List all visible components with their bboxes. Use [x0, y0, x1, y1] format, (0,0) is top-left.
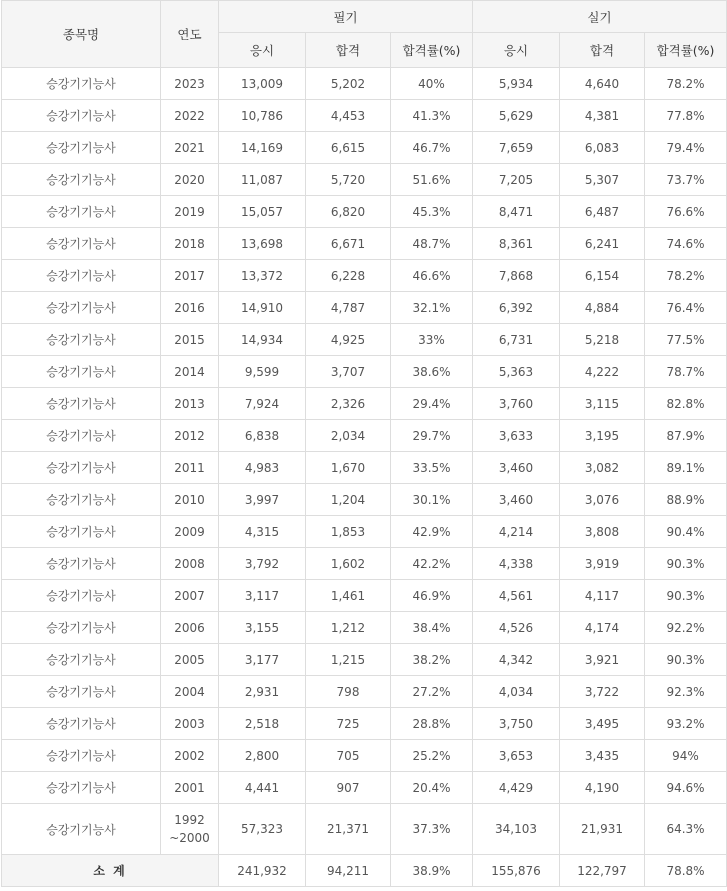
practical-pass-rate-cell: 76.4% — [645, 292, 727, 324]
written-pass-rate-cell: 29.7% — [391, 420, 473, 452]
written-passed-cell: 1,215 — [306, 644, 391, 676]
practical-pass-rate-cell: 90.3% — [645, 548, 727, 580]
header-practical: 실기 — [473, 1, 727, 33]
practical-pass-rate-cell: 90.3% — [645, 644, 727, 676]
item-name-cell: 승강기기능사 — [2, 260, 161, 292]
header-written-pass-rate: 합격률(%) — [391, 33, 473, 68]
header-year: 연도 — [161, 1, 219, 68]
practical-passed-cell: 3,919 — [560, 548, 645, 580]
written-pass-rate-cell: 46.9% — [391, 580, 473, 612]
table-row — [2, 804, 727, 855]
table-row — [2, 228, 727, 260]
practical-pass-rate-cell: 77.5% — [645, 324, 727, 356]
year-cell: 2020 — [161, 164, 219, 196]
year-cell: 2023 — [161, 68, 219, 100]
item-name-cell: 승강기기능사 — [2, 708, 161, 740]
written-applicants-cell: 3,155 — [219, 612, 306, 644]
practical-pass-rate-cell: 94% — [645, 740, 727, 772]
practical-applicants-cell: 3,633 — [473, 420, 560, 452]
practical-applicants-cell: 7,868 — [473, 260, 560, 292]
written-applicants-cell: 7,924 — [219, 388, 306, 420]
practical-passed-cell: 3,921 — [560, 644, 645, 676]
table-row — [2, 68, 727, 100]
practical-applicants-cell: 4,429 — [473, 772, 560, 804]
table-row — [2, 772, 727, 804]
year-cell: 2022 — [161, 100, 219, 132]
written-pass-rate-cell: 38.4% — [391, 612, 473, 644]
item-name-cell: 승강기기능사 — [2, 196, 161, 228]
item-name-cell: 승강기기능사 — [2, 356, 161, 388]
practical-applicants-cell: 8,471 — [473, 196, 560, 228]
year-cell: 2016 — [161, 292, 219, 324]
written-passed-cell: 2,326 — [306, 388, 391, 420]
practical-pass-rate-cell: 76.6% — [645, 196, 727, 228]
practical-passed-cell: 4,117 — [560, 580, 645, 612]
practical-pass-rate-cell: 77.8% — [645, 100, 727, 132]
table-row — [2, 580, 727, 612]
practical-passed-cell: 5,307 — [560, 164, 645, 196]
practical-applicants-cell: 5,934 — [473, 68, 560, 100]
table-row — [2, 292, 727, 324]
header-written-applicants: 응시 — [219, 33, 306, 68]
written-pass-rate-cell: 25.2% — [391, 740, 473, 772]
written-pass-rate-cell: 20.4% — [391, 772, 473, 804]
year-cell: 2001 — [161, 772, 219, 804]
written-passed-cell: 6,615 — [306, 132, 391, 164]
practical-pass-rate-cell: 64.3% — [645, 804, 727, 855]
written-pass-rate-cell: 33.5% — [391, 452, 473, 484]
year-cell: 2012 — [161, 420, 219, 452]
practical-applicants-cell: 5,363 — [473, 356, 560, 388]
written-pass-rate-cell: 28.8% — [391, 708, 473, 740]
written-pass-rate-cell: 32.1% — [391, 292, 473, 324]
written-passed-cell: 725 — [306, 708, 391, 740]
header-practical-pass-rate: 합격률(%) — [645, 33, 727, 68]
practical-pass-rate-cell: 82.8% — [645, 388, 727, 420]
table-row — [2, 196, 727, 228]
table-row — [2, 132, 727, 164]
written-passed-cell: 4,453 — [306, 100, 391, 132]
item-name-cell: 승강기기능사 — [2, 484, 161, 516]
year-cell: 2010 — [161, 484, 219, 516]
practical-pass-rate-cell: 93.2% — [645, 708, 727, 740]
written-pass-rate-cell: 42.2% — [391, 548, 473, 580]
practical-applicants-cell: 4,338 — [473, 548, 560, 580]
item-name-cell: 승강기기능사 — [2, 388, 161, 420]
practical-passed-cell: 3,076 — [560, 484, 645, 516]
total-written-passed: 94,211 — [306, 855, 391, 887]
written-pass-rate-cell: 33% — [391, 324, 473, 356]
practical-pass-rate-cell: 92.3% — [645, 676, 727, 708]
practical-passed-cell: 5,218 — [560, 324, 645, 356]
written-applicants-cell: 10,786 — [219, 100, 306, 132]
practical-applicants-cell: 4,214 — [473, 516, 560, 548]
practical-pass-rate-cell: 90.3% — [645, 580, 727, 612]
written-applicants-cell: 13,698 — [219, 228, 306, 260]
year-cell: 2002 — [161, 740, 219, 772]
practical-passed-cell: 3,435 — [560, 740, 645, 772]
item-name-cell: 승강기기능사 — [2, 804, 161, 855]
item-name-cell: 승강기기능사 — [2, 100, 161, 132]
item-name-cell: 승강기기능사 — [2, 548, 161, 580]
practical-applicants-cell: 3,653 — [473, 740, 560, 772]
year-cell: 2021 — [161, 132, 219, 164]
written-applicants-cell: 15,057 — [219, 196, 306, 228]
written-applicants-cell: 11,087 — [219, 164, 306, 196]
practical-pass-rate-cell: 79.4% — [645, 132, 727, 164]
written-passed-cell: 1,670 — [306, 452, 391, 484]
written-passed-cell: 1,212 — [306, 612, 391, 644]
practical-passed-cell: 6,241 — [560, 228, 645, 260]
written-applicants-cell: 3,997 — [219, 484, 306, 516]
practical-applicants-cell: 4,561 — [473, 580, 560, 612]
year-cell: 2011 — [161, 452, 219, 484]
practical-passed-cell: 3,195 — [560, 420, 645, 452]
written-pass-rate-cell: 45.3% — [391, 196, 473, 228]
header-written: 필기 — [219, 1, 473, 33]
header-practical-passed: 합격 — [560, 33, 645, 68]
written-passed-cell: 1,602 — [306, 548, 391, 580]
written-applicants-cell: 4,315 — [219, 516, 306, 548]
total-practical-pass-rate: 78.8% — [645, 855, 727, 887]
written-pass-rate-cell: 46.6% — [391, 260, 473, 292]
written-applicants-cell: 2,800 — [219, 740, 306, 772]
table-row — [2, 612, 727, 644]
written-pass-rate-cell: 48.7% — [391, 228, 473, 260]
total-row — [2, 855, 727, 887]
written-applicants-cell: 3,177 — [219, 644, 306, 676]
written-passed-cell: 1,853 — [306, 516, 391, 548]
table-row — [2, 516, 727, 548]
table-row — [2, 548, 727, 580]
item-name-cell: 승강기기능사 — [2, 516, 161, 548]
item-name-cell: 승강기기능사 — [2, 772, 161, 804]
practical-applicants-cell: 3,460 — [473, 484, 560, 516]
table-row — [2, 164, 727, 196]
table-row — [2, 676, 727, 708]
item-name-cell: 승강기기능사 — [2, 420, 161, 452]
practical-passed-cell: 3,722 — [560, 676, 645, 708]
year-cell: 2018 — [161, 228, 219, 260]
written-applicants-cell: 2,931 — [219, 676, 306, 708]
practical-pass-rate-cell: 74.6% — [645, 228, 727, 260]
year-cell: 2008 — [161, 548, 219, 580]
practical-pass-rate-cell: 78.2% — [645, 260, 727, 292]
practical-applicants-cell: 7,205 — [473, 164, 560, 196]
table-row — [2, 484, 727, 516]
written-applicants-cell: 4,441 — [219, 772, 306, 804]
practical-passed-cell: 6,154 — [560, 260, 645, 292]
written-applicants-cell: 6,838 — [219, 420, 306, 452]
practical-applicants-cell: 4,342 — [473, 644, 560, 676]
practical-applicants-cell: 5,629 — [473, 100, 560, 132]
practical-pass-rate-cell: 88.9% — [645, 484, 727, 516]
practical-applicants-cell: 4,526 — [473, 612, 560, 644]
year-cell: 1992 ~2000 — [161, 804, 219, 855]
year-cell: 2014 — [161, 356, 219, 388]
written-applicants-cell: 57,323 — [219, 804, 306, 855]
total-written-applicants: 241,932 — [219, 855, 306, 887]
practical-pass-rate-cell: 89.1% — [645, 452, 727, 484]
written-passed-cell: 3,707 — [306, 356, 391, 388]
item-name-cell: 승강기기능사 — [2, 68, 161, 100]
written-applicants-cell: 4,983 — [219, 452, 306, 484]
item-name-cell: 승강기기능사 — [2, 612, 161, 644]
table-row — [2, 740, 727, 772]
practical-passed-cell: 6,083 — [560, 132, 645, 164]
written-applicants-cell: 9,599 — [219, 356, 306, 388]
table-row — [2, 452, 727, 484]
year-cell: 2009 — [161, 516, 219, 548]
item-name-cell: 승강기기능사 — [2, 132, 161, 164]
table-row — [2, 708, 727, 740]
year-cell: 2015 — [161, 324, 219, 356]
written-pass-rate-cell: 38.2% — [391, 644, 473, 676]
written-pass-rate-cell: 38.6% — [391, 356, 473, 388]
header-item-name: 종목명 — [2, 1, 161, 68]
item-name-cell: 승강기기능사 — [2, 580, 161, 612]
practical-passed-cell: 3,082 — [560, 452, 645, 484]
written-pass-rate-cell: 51.6% — [391, 164, 473, 196]
written-pass-rate-cell: 40% — [391, 68, 473, 100]
table-row — [2, 356, 727, 388]
practical-applicants-cell: 4,034 — [473, 676, 560, 708]
item-name-cell: 승강기기능사 — [2, 228, 161, 260]
written-pass-rate-cell: 41.3% — [391, 100, 473, 132]
practical-passed-cell: 4,381 — [560, 100, 645, 132]
written-passed-cell: 4,787 — [306, 292, 391, 324]
written-passed-cell: 1,461 — [306, 580, 391, 612]
year-cell: 2019 — [161, 196, 219, 228]
table-row — [2, 420, 727, 452]
table-row — [2, 644, 727, 676]
practical-applicants-cell: 6,731 — [473, 324, 560, 356]
written-passed-cell: 4,925 — [306, 324, 391, 356]
practical-pass-rate-cell: 78.7% — [645, 356, 727, 388]
written-passed-cell: 907 — [306, 772, 391, 804]
written-pass-rate-cell: 27.2% — [391, 676, 473, 708]
item-name-cell: 승강기기능사 — [2, 740, 161, 772]
written-passed-cell: 6,820 — [306, 196, 391, 228]
header-written-passed: 합격 — [306, 33, 391, 68]
total-label: 소 계 — [2, 855, 219, 887]
practical-passed-cell: 3,495 — [560, 708, 645, 740]
practical-applicants-cell: 8,361 — [473, 228, 560, 260]
written-applicants-cell: 3,792 — [219, 548, 306, 580]
table-row — [2, 388, 727, 420]
practical-applicants-cell: 34,103 — [473, 804, 560, 855]
practical-applicants-cell: 3,750 — [473, 708, 560, 740]
practical-passed-cell: 21,931 — [560, 804, 645, 855]
written-passed-cell: 21,371 — [306, 804, 391, 855]
table-row — [2, 260, 727, 292]
item-name-cell: 승강기기능사 — [2, 292, 161, 324]
written-passed-cell: 1,204 — [306, 484, 391, 516]
practical-passed-cell: 3,808 — [560, 516, 645, 548]
written-passed-cell: 5,202 — [306, 68, 391, 100]
total-practical-applicants: 155,876 — [473, 855, 560, 887]
practical-pass-rate-cell: 73.7% — [645, 164, 727, 196]
total-written-pass-rate: 38.9% — [391, 855, 473, 887]
practical-pass-rate-cell: 87.9% — [645, 420, 727, 452]
written-passed-cell: 798 — [306, 676, 391, 708]
practical-passed-cell: 4,190 — [560, 772, 645, 804]
written-applicants-cell: 2,518 — [219, 708, 306, 740]
item-name-cell: 승강기기능사 — [2, 676, 161, 708]
table-body — [2, 68, 727, 855]
written-applicants-cell: 14,910 — [219, 292, 306, 324]
practical-pass-rate-cell: 92.2% — [645, 612, 727, 644]
pass-rate-table — [1, 0, 727, 887]
practical-passed-cell: 4,884 — [560, 292, 645, 324]
practical-passed-cell: 4,640 — [560, 68, 645, 100]
written-passed-cell: 6,671 — [306, 228, 391, 260]
practical-passed-cell: 4,174 — [560, 612, 645, 644]
written-applicants-cell: 14,169 — [219, 132, 306, 164]
written-passed-cell: 6,228 — [306, 260, 391, 292]
written-passed-cell: 705 — [306, 740, 391, 772]
written-passed-cell: 2,034 — [306, 420, 391, 452]
practical-pass-rate-cell: 90.4% — [645, 516, 727, 548]
practical-pass-rate-cell: 94.6% — [645, 772, 727, 804]
written-applicants-cell: 14,934 — [219, 324, 306, 356]
year-cell: 2004 — [161, 676, 219, 708]
item-name-cell: 승강기기능사 — [2, 164, 161, 196]
year-cell: 2003 — [161, 708, 219, 740]
practical-applicants-cell: 7,659 — [473, 132, 560, 164]
written-passed-cell: 5,720 — [306, 164, 391, 196]
written-applicants-cell: 13,009 — [219, 68, 306, 100]
written-pass-rate-cell: 46.7% — [391, 132, 473, 164]
practical-applicants-cell: 3,760 — [473, 388, 560, 420]
written-pass-rate-cell: 42.9% — [391, 516, 473, 548]
item-name-cell: 승강기기능사 — [2, 644, 161, 676]
practical-applicants-cell: 3,460 — [473, 452, 560, 484]
table-row — [2, 100, 727, 132]
year-cell: 2017 — [161, 260, 219, 292]
year-cell: 2006 — [161, 612, 219, 644]
item-name-cell: 승강기기능사 — [2, 452, 161, 484]
written-applicants-cell: 3,117 — [219, 580, 306, 612]
written-pass-rate-cell: 37.3% — [391, 804, 473, 855]
practical-applicants-cell: 6,392 — [473, 292, 560, 324]
practical-pass-rate-cell: 78.2% — [645, 68, 727, 100]
written-applicants-cell: 13,372 — [219, 260, 306, 292]
practical-passed-cell: 4,222 — [560, 356, 645, 388]
year-cell: 2005 — [161, 644, 219, 676]
item-name-cell: 승강기기능사 — [2, 324, 161, 356]
written-pass-rate-cell: 29.4% — [391, 388, 473, 420]
header-practical-applicants: 응시 — [473, 33, 560, 68]
practical-passed-cell: 3,115 — [560, 388, 645, 420]
year-cell: 2007 — [161, 580, 219, 612]
year-cell: 2013 — [161, 388, 219, 420]
practical-passed-cell: 6,487 — [560, 196, 645, 228]
total-practical-passed: 122,797 — [560, 855, 645, 887]
table-row — [2, 324, 727, 356]
written-pass-rate-cell: 30.1% — [391, 484, 473, 516]
